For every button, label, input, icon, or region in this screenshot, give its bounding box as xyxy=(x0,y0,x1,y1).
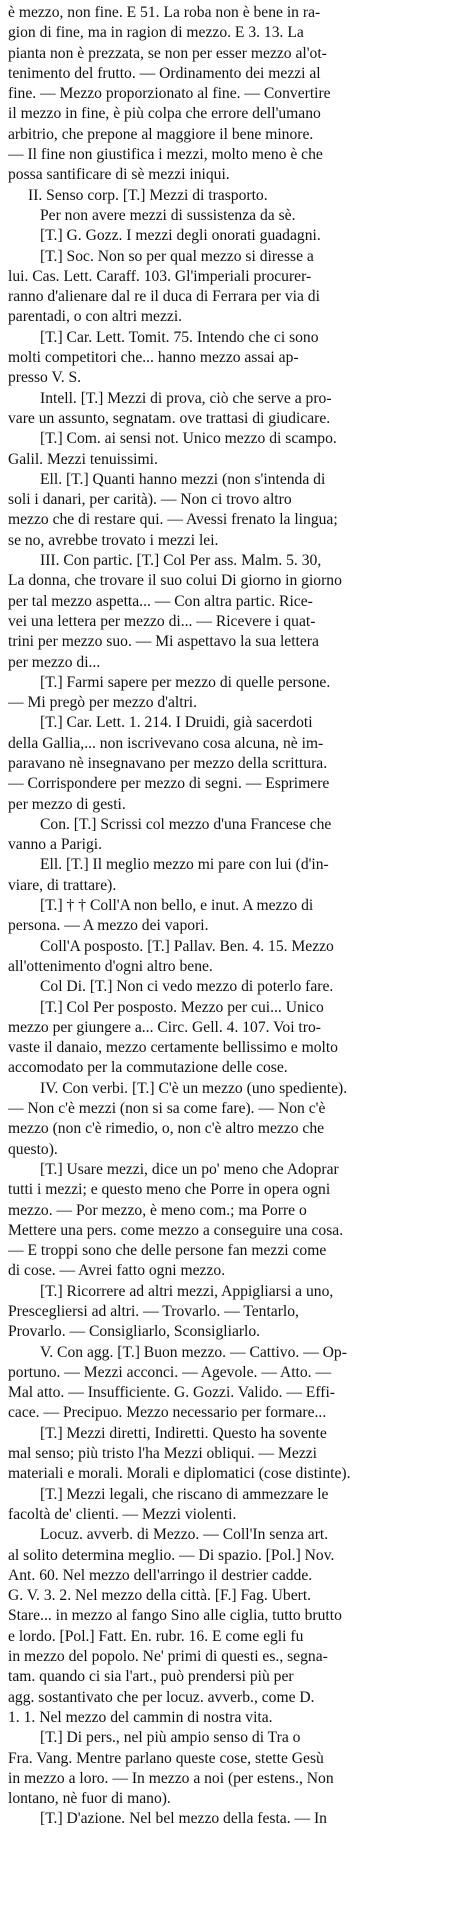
text-line: mezzo. — Por mezzo, è meno com.; ma Porre o xyxy=(8,1201,307,1219)
text-line: tutti i mezzi; e questo meno che Porre in opera ogni xyxy=(8,1181,331,1199)
text-line: [T.] Mezzi legali, che riscano di ammezzare le xyxy=(40,1485,329,1503)
text-line: Fra. Vang. Mentre parlano queste cose, stette Gesù xyxy=(8,1749,324,1767)
text-line: G. V. 3. 2. Nel mezzo della città. [F.] Fag. Ubert. xyxy=(8,1587,312,1605)
text-line: Mettere una pers. come mezzo a conseguire una cosa. xyxy=(8,1221,344,1239)
text-line: [T.] Col Per posposto. Mezzo per cui... Unico xyxy=(40,998,324,1016)
text-line: [T.] D'azione. Nel bel mezzo della festa. — In xyxy=(40,1810,327,1828)
text-line: Prescegliersi ad altri. — Trovarlo. — Tentarlo, xyxy=(8,1303,299,1320)
text-line: II. Senso corp. [T.] Mezzi di trasporto. xyxy=(28,186,268,204)
text-line: — E troppi sono che delle persone fan mezzi come xyxy=(8,1242,327,1260)
text-line: La donna, che trovare il suo colui Di giorno in giorno xyxy=(8,572,342,590)
text-line: pianta non è prezzata, se non per esser mezzo al'ot- xyxy=(8,44,327,62)
text-line: Galil. Mezzi tenuissimi. xyxy=(8,450,158,468)
text-line: Stare... in mezzo al fango Sino alle ciglia, tutto brutto xyxy=(8,1607,342,1625)
text-line: [T.] Mezzi diretti, Indiretti. Questo ha sovente xyxy=(40,1424,327,1442)
text-line: [T.] Ricorrere ad altri mezzi, Appigliarsi a uno, xyxy=(40,1282,334,1300)
text-line: gion di fine, ma in ragion di mezzo. E 3. 13. La xyxy=(8,24,304,42)
text-line: paravano nè insegnavano per mezzo della scrittura. xyxy=(8,754,328,772)
text-line: Con. [T.] Scrissi col mezzo d'una Francese che xyxy=(40,815,332,833)
text-line: Coll'A posposto. [T.] Pallav. Ben. 4. 15. Mezzo xyxy=(40,937,334,955)
text-line: vare un assunto, segnatam. ove trattasi di giudicare. xyxy=(8,409,331,427)
text-line: mezzo che di restare qui. — Avessi frenato la lingua; xyxy=(8,511,338,529)
text-line: — Mi pregò per mezzo d'altri. xyxy=(8,694,198,712)
text-line: viare, di trattare). xyxy=(8,876,117,894)
text-line: per mezzo di... xyxy=(8,653,101,671)
text-line: presso V. S. xyxy=(8,369,82,387)
text-line: possa santificare di sè mezzi iniqui. xyxy=(8,166,230,184)
text-line: — Corrispondere per mezzo di segni. — Esprimere xyxy=(8,775,330,793)
text-line: tam. quando ci sia l'art., può prendersi più per xyxy=(8,1668,294,1686)
text-line: portuno. — Mezzi acconci. — Agevole. — Atto. — xyxy=(8,1363,332,1381)
text-line: Ant. 60. Nel mezzo dell'arringo il destrier cadde. xyxy=(8,1566,313,1584)
text-line: fine. — Mezzo proporzionato al fine. — Convertire xyxy=(8,85,331,103)
text-line: all'ottenimento d'ogni altro bene. xyxy=(8,957,213,975)
text-line: è mezzo, non fine. E 51. La roba non è bene in ra- xyxy=(8,4,321,21)
text-line: mezzo per giungere a... Circ. Gell. 4. 107. Voi tro- xyxy=(8,1018,321,1036)
text-line: Ell. [T.] Il meglio mezzo mi pare con lui (d'in- xyxy=(40,856,329,874)
text-line: e lordo. [Pol.] Fatt. En. rubr. 16. E come egli fu xyxy=(8,1627,304,1645)
text-line: Per non avere mezzi di sussistenza da sè. xyxy=(40,206,296,224)
text-line: Locuz. avverb. di Mezzo. — Coll'In senza art. xyxy=(40,1526,329,1544)
text-line: trini per mezzo suo. — Mi aspettavo la sua lettera xyxy=(8,633,319,651)
text-line: Ell. [T.] Quanti hanno mezzi (non s'intenda di xyxy=(40,470,326,488)
text-line: persona. — A mezzo dei vapori. xyxy=(8,917,209,935)
text-line: — Il fine non giustifica i mezzi, molto meno è che xyxy=(8,146,323,164)
text-line: [T.] G. Gozz. I mezzi degli onorati guadagni. xyxy=(40,227,321,245)
text-line: — Non c'è mezzi (non si sa come fare). — Non c'è xyxy=(8,1100,326,1118)
text-line: in mezzo a loro. — In mezzo a noi (per estens., Non xyxy=(8,1769,334,1787)
text-line: lui. Cas. Lett. Caraff. 103. Gl'imperiali procurer- xyxy=(8,267,312,285)
text-line: V. Con agg. [T.] Buon mezzo. — Cattivo. — Op- xyxy=(40,1343,347,1361)
text-line: IV. Con verbi. [T.] C'è un mezzo (uno spediente). xyxy=(40,1079,348,1097)
text-line: il mezzo in fine, è più colpa che errore dell'umano xyxy=(8,105,321,123)
text-line: Col Di. [T.] Non ci vedo mezzo di poterlo fare. xyxy=(40,978,334,996)
text-line: Mal atto. — Insufficiente. G. Gozzi. Valido. — Effi- xyxy=(8,1384,335,1402)
text-line: questo). xyxy=(8,1140,58,1158)
text-line: al solito determina meglio. — Di spazio. [Pol.] Nov. xyxy=(8,1546,335,1564)
text-line: cace. — Precipuo. Mezzo necessario per formare... xyxy=(8,1404,327,1422)
text-line: [T.] Car. Lett. 1. 214. I Druidi, già sacerdoti xyxy=(40,714,313,732)
text-line: [T.] Farmi sapere per mezzo di quelle persone. xyxy=(40,673,331,691)
text-line: per mezzo di gesti. xyxy=(8,795,126,813)
text-line: [T.] † † Coll'A non bello, e inut. A mezzo di xyxy=(40,897,314,915)
text-line: agg. sostantivato che per locuz. avverb., come D. xyxy=(8,1688,315,1706)
text-line: molti competitori che... hanno mezzo assai ap- xyxy=(8,349,299,367)
text-line: ranno d'alienare dal re il duca di Ferrara per via di xyxy=(8,288,320,306)
text-line: tenimento del frutto. — Ordinamento dei mezzi al xyxy=(8,64,321,82)
text-line: Intell. [T.] Mezzi di prova, ciò che serve a pro- xyxy=(40,389,332,407)
text-line: Provarlo. — Consigliarlo, Sconsigliarlo. xyxy=(8,1323,261,1341)
text-line: [T.] Car. Lett. Tomit. 75. Intendo che ci sono xyxy=(40,328,319,346)
text-line: vei una lettera per mezzo di... — Ricevere i quat- xyxy=(8,612,316,630)
text-line: [T.] Soc. Non so per qual mezzo si diresse a xyxy=(40,247,314,265)
text-line: arbitrio, che prepone al maggiore il bene minore. xyxy=(8,125,314,143)
text-line: della Gallia,... non iscrivevano cosa alcuna, nè im- xyxy=(8,734,324,752)
text-line: vanno a Parigi. xyxy=(8,836,102,854)
text-line: mal senso; più tristo l'ha Mezzi obliqui. — Mezzi xyxy=(8,1445,317,1463)
text-line: di cose. — Avrei fatto ogni mezzo. xyxy=(8,1262,226,1280)
text-line: [T.] Usare mezzi, dice un po' meno che Adoprar xyxy=(40,1160,339,1178)
text-line: se no, avrebbe trovato i mezzi lei. xyxy=(8,531,219,549)
text-line: soli i danari, per carità). — Non ci trovo altro xyxy=(8,491,292,509)
text-line: lontano, nè fuor di mano). xyxy=(8,1790,171,1808)
text-line: materiali e morali. Morali e diplomatici (cose distinte). xyxy=(8,1465,351,1483)
text-line: per tal mezzo aspetta... — Con altra partic. Rice- xyxy=(8,592,313,610)
text-line: mezzo (non c'è rimedio, o, non c'è altro mezzo che xyxy=(8,1120,325,1138)
text-line: vaste il danaio, mezzo certamente bellissimo e molto xyxy=(8,1039,338,1057)
text-line: in mezzo del popolo. Ne' primi di questi es., segna- xyxy=(8,1648,328,1666)
text-line: facoltà de' clienti. — Mezzi violenti. xyxy=(8,1505,237,1523)
text-line: parentadi, o con altri mezzi. xyxy=(8,308,183,326)
text-line: [T.] Di pers., nel più ampio senso di Tra o xyxy=(40,1729,301,1747)
text-line: 1. 1. Nel mezzo del cammin di nostra vita. xyxy=(8,1708,273,1726)
text-line: accomodato per la commutazione delle cose. xyxy=(8,1059,288,1077)
text-line: III. Con partic. [T.] Col Per ass. Malm. 5. 30, xyxy=(40,552,322,570)
text-line: [T.] Com. ai sensi not. Unico mezzo di scampo. xyxy=(40,430,337,448)
